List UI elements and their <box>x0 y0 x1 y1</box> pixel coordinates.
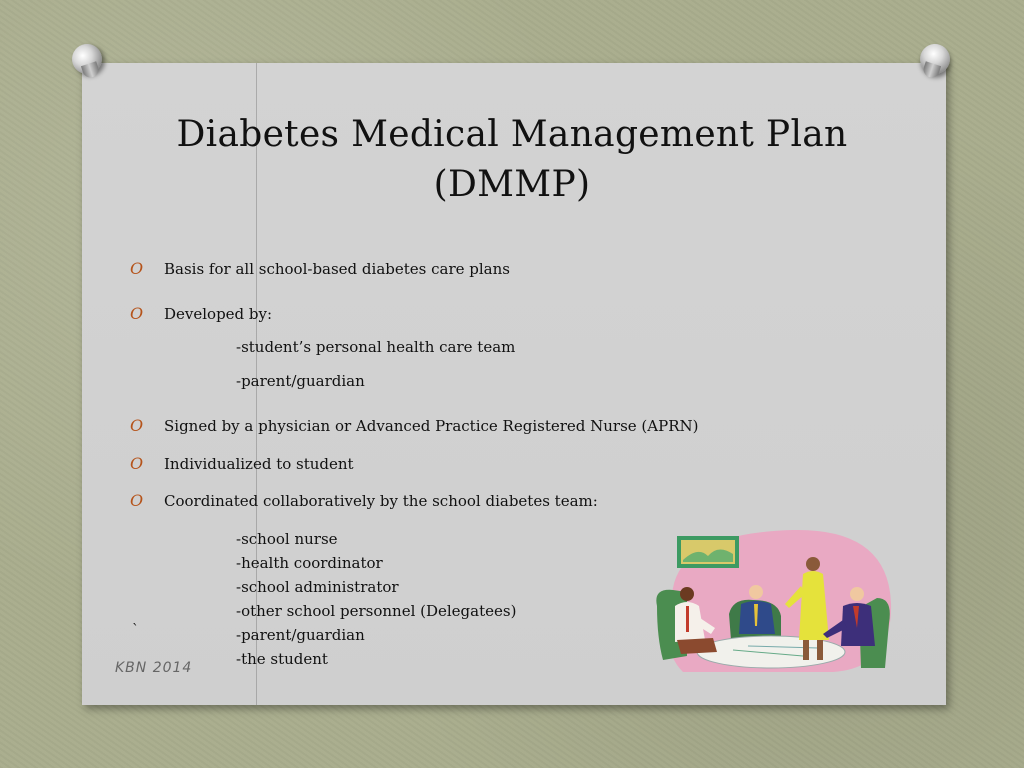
sub-item: -student’s personal health care team <box>236 338 516 356</box>
bullet-marker-icon: O <box>130 304 144 323</box>
team-item: -other school personnel (Delegatees) <box>236 602 517 620</box>
signature: KBN 2014 <box>115 660 193 676</box>
team-item: -health coordinator <box>236 554 383 572</box>
bullet-text: Individualized to student <box>164 455 354 473</box>
bullet-text: Developed by: <box>164 305 273 323</box>
team-item: -the student <box>236 650 328 668</box>
team-item: -parent/guardian <box>236 626 365 644</box>
team-item: -school administrator <box>236 578 399 596</box>
bullet-text: Basis for all school-based diabetes care plans <box>164 260 510 278</box>
team-item: -school nurse <box>236 530 338 548</box>
bullet-marker-icon: O <box>130 454 144 473</box>
slide-title <box>0 110 1024 210</box>
stray-mark: ` <box>132 622 139 638</box>
meeting-clipart <box>653 528 893 674</box>
title-line-2: (DMMP) <box>433 164 591 205</box>
bullet-marker-icon: O <box>130 491 144 510</box>
sub-item: -parent/guardian <box>236 372 365 390</box>
bullet-marker-icon: O <box>130 416 144 435</box>
title-line-1: Diabetes Medical Management Plan <box>176 114 848 155</box>
bullet-text: Signed by a physician or Advanced Practice Registered Nurse (APRN) <box>164 417 699 435</box>
bullet-text: Coordinated collaboratively by the school diabetes team: <box>164 492 598 510</box>
bullet-marker-icon: O <box>130 259 144 278</box>
